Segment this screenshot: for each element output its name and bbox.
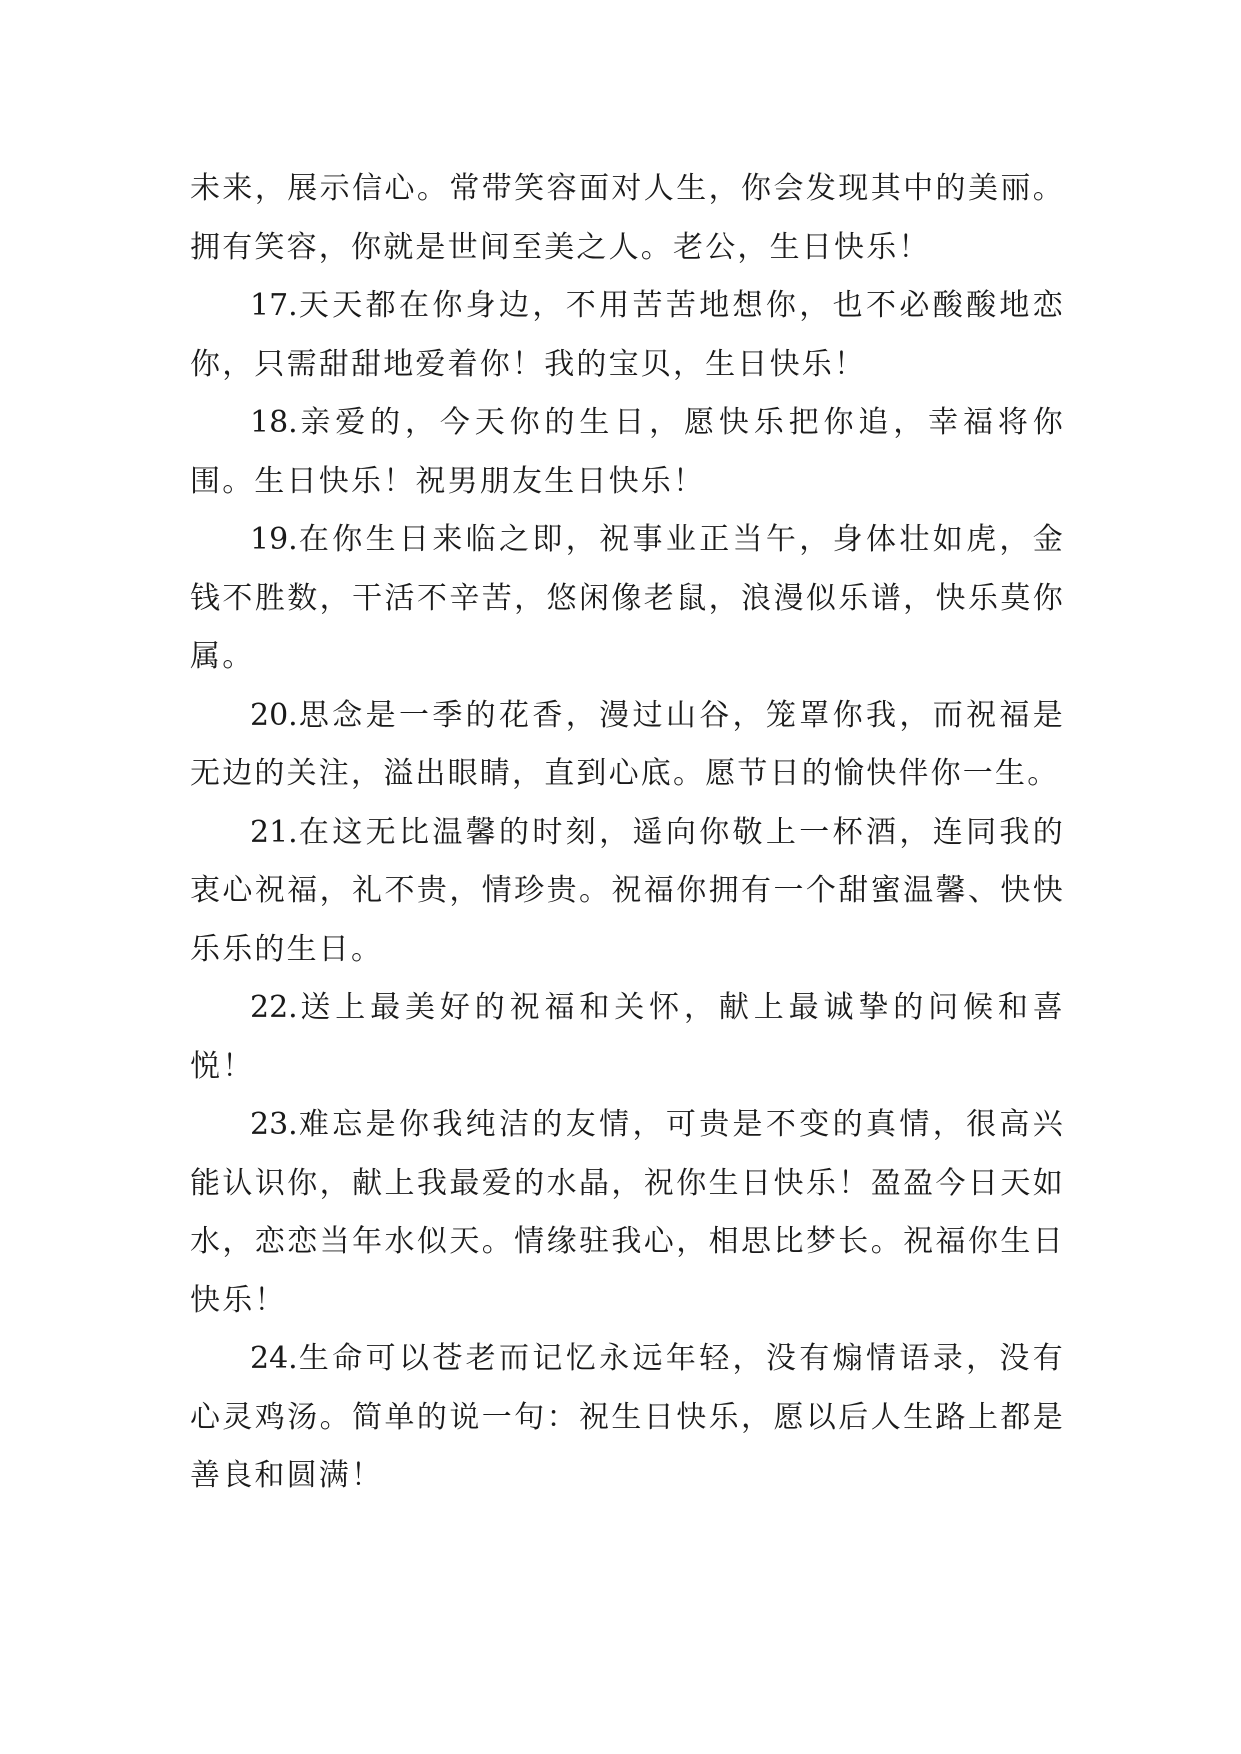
item-text: 送上最美好的祝福和关怀，献上最诚挚的问候和喜悦！ xyxy=(190,990,1065,1084)
item-text: 在这无比温馨的时刻，遥向你敬上一杯酒，连同我的衷心祝福，礼不贵，情珍贵。祝福你拥有一个甜蜜温馨、快快乐乐的生日。 xyxy=(190,814,1065,967)
item-text: 思念是一季的花香，漫过山谷，笼罩你我，而祝福是无边的关注，溢出眼睛，直到心底。愿节日的愉快伴你一生。 xyxy=(190,697,1065,791)
item-number: 24. xyxy=(250,1341,298,1376)
item-number: 17. xyxy=(250,288,298,323)
item-number: 21. xyxy=(250,814,298,850)
list-item-21 xyxy=(190,804,1065,980)
item-number: 23. xyxy=(250,1107,298,1142)
list-item-18 xyxy=(190,394,1065,511)
paragraph-continuation xyxy=(190,160,1065,277)
list-item-17 xyxy=(190,277,1065,394)
list-item-24 xyxy=(190,1330,1065,1506)
item-text: 在你生日来临之即，祝事业正当午，身体壮如虎，金钱不胜数，干活不辛苦，悠闲像老鼠，浪漫似乐谱，快乐莫你属。 xyxy=(190,522,1065,674)
item-number: 22. xyxy=(250,990,298,1025)
item-text: 难忘是你我纯洁的友情，可贵是不变的真情，很高兴能认识你，献上我最爱的水晶，祝你生日快乐！盈盈今日天如水，恋恋当年水似天。情缘驻我心，相思比梦长。祝福你生日快乐！ xyxy=(190,1107,1065,1318)
item-text: 天天都在你身边，不用苦苦地想你，也不必酸酸地恋你，只需甜甜地爱着你！我的宝贝，生日快乐！ xyxy=(190,288,1065,382)
list-item-22 xyxy=(190,979,1065,1096)
list-item-20 xyxy=(190,687,1065,804)
list-item-19 xyxy=(190,511,1065,687)
item-number: 18. xyxy=(250,405,298,440)
document-body xyxy=(190,160,1065,1506)
item-number: 20. xyxy=(250,697,298,733)
paragraph-text: 未来，展示信心。常带笑容面对人生，你会发现其中的美丽。拥有笑容，你就是世间至美之人。老公，生日快乐！ xyxy=(190,171,1065,265)
item-text: 亲爱的，今天你的生日，愿快乐把你追，幸福将你围。生日快乐！祝男朋友生日快乐！ xyxy=(190,405,1065,499)
item-text: 生命可以苍老而记忆永远年轻，没有煽情语录，没有心灵鸡汤。简单的说一句：祝生日快乐，愿以后人生路上都是善良和圆满！ xyxy=(190,1341,1065,1493)
list-item-23 xyxy=(190,1096,1065,1330)
item-number: 19. xyxy=(250,522,298,557)
